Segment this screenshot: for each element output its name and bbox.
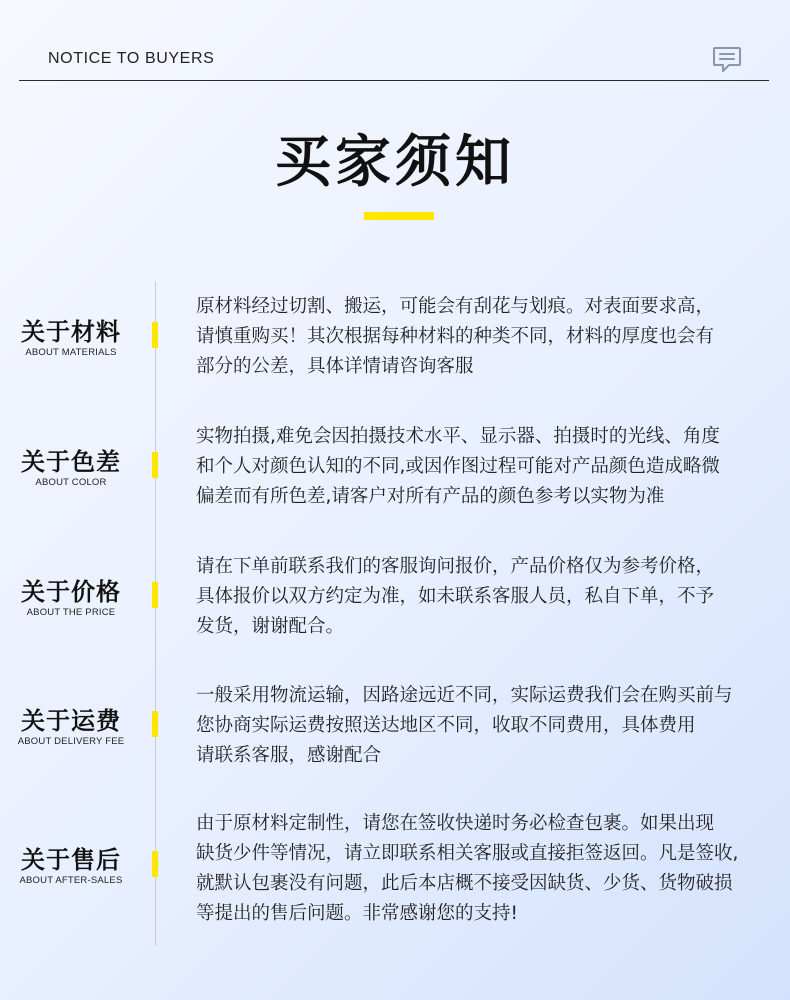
page-title: 买家须知 — [275, 130, 515, 195]
section-subtitle: ABOUT COLOR — [35, 477, 107, 488]
section-line: 实物拍摄,难免会因拍摄技术水平、显示器、拍摄时的光线、角度 — [196, 426, 720, 447]
section-title: 关于价格 — [21, 578, 121, 606]
section-body — [196, 809, 786, 929]
section-line: 由于原材料定制性，请您在签收快递时务必检查包裹。如果出现 — [196, 813, 715, 834]
section-subtitle: ABOUT AFTER-SALES — [19, 875, 123, 886]
section-marker — [152, 851, 158, 877]
section-title: 关于售后 — [21, 846, 121, 874]
section-body — [196, 292, 786, 382]
header-divider — [19, 80, 769, 81]
section-subtitle: ABOUT THE PRICE — [26, 607, 116, 618]
section-line: 您协商实际运费按照送达地区不同，收取不同费用，具体费用 — [196, 715, 696, 736]
section-subtitle: ABOUT DELIVERY FEE — [17, 736, 125, 747]
section-line: 部分的公差，具体详情请咨询客服 — [196, 356, 474, 377]
section-line: 就默认包裹没有问题，此后本店概不接受因缺货、少货、货物破损 — [196, 873, 733, 894]
section-after-sales — [0, 809, 790, 939]
section-line: 请在下单前联系我们的客服询问报价，产品价格仅为参考价格， — [196, 556, 715, 577]
section-title: 关于运费 — [21, 707, 121, 735]
section-marker — [152, 711, 158, 737]
section-color — [0, 422, 790, 542]
section-marker — [152, 582, 158, 608]
section-line: 发货，谢谢配合。 — [196, 616, 345, 637]
section-marker — [152, 322, 158, 348]
section-body — [196, 552, 786, 642]
section-price — [0, 552, 790, 672]
notice-header-label: NOTICE TO BUYERS — [48, 50, 215, 67]
section-body — [196, 422, 786, 512]
title-accent-bar — [364, 212, 434, 220]
section-line: 和个人对颜色认知的不同,或因作图过程可能对产品颜色造成略微 — [196, 456, 720, 477]
section-line: 具体报价以双方约定为准，如未联系客服人员，私自下单，不予 — [196, 586, 715, 607]
section-line: 一般采用物流运输，因路途远近不同，实际运费我们会在购买前与 — [196, 685, 733, 706]
section-subtitle: ABOUT MATERIALS — [25, 347, 117, 358]
section-line: 请联系客服，感谢配合 — [196, 745, 382, 766]
section-title: 关于材料 — [21, 318, 121, 346]
section-delivery-fee — [0, 681, 790, 801]
section-line: 缺货少件等情况，请立即联系相关客服或直接拒签返回。凡是签收, — [196, 843, 739, 864]
section-line: 原材料经过切割、搬运，可能会有刮花与划痕。对表面要求高， — [196, 296, 715, 317]
section-line: 请慎重购买！其次根据每种材料的种类不同，材料的厚度也会有 — [196, 326, 715, 347]
section-marker — [152, 452, 158, 478]
section-line: 偏差而有所色差,请客户对所有产品的颜色参考以实物为准 — [196, 486, 665, 507]
section-body — [196, 681, 786, 771]
section-materials — [0, 292, 790, 412]
section-line: 等提出的售后问题。非常感谢您的支持! — [196, 903, 518, 924]
chat-bubble-icon — [712, 46, 742, 74]
section-title: 关于色差 — [21, 448, 121, 476]
